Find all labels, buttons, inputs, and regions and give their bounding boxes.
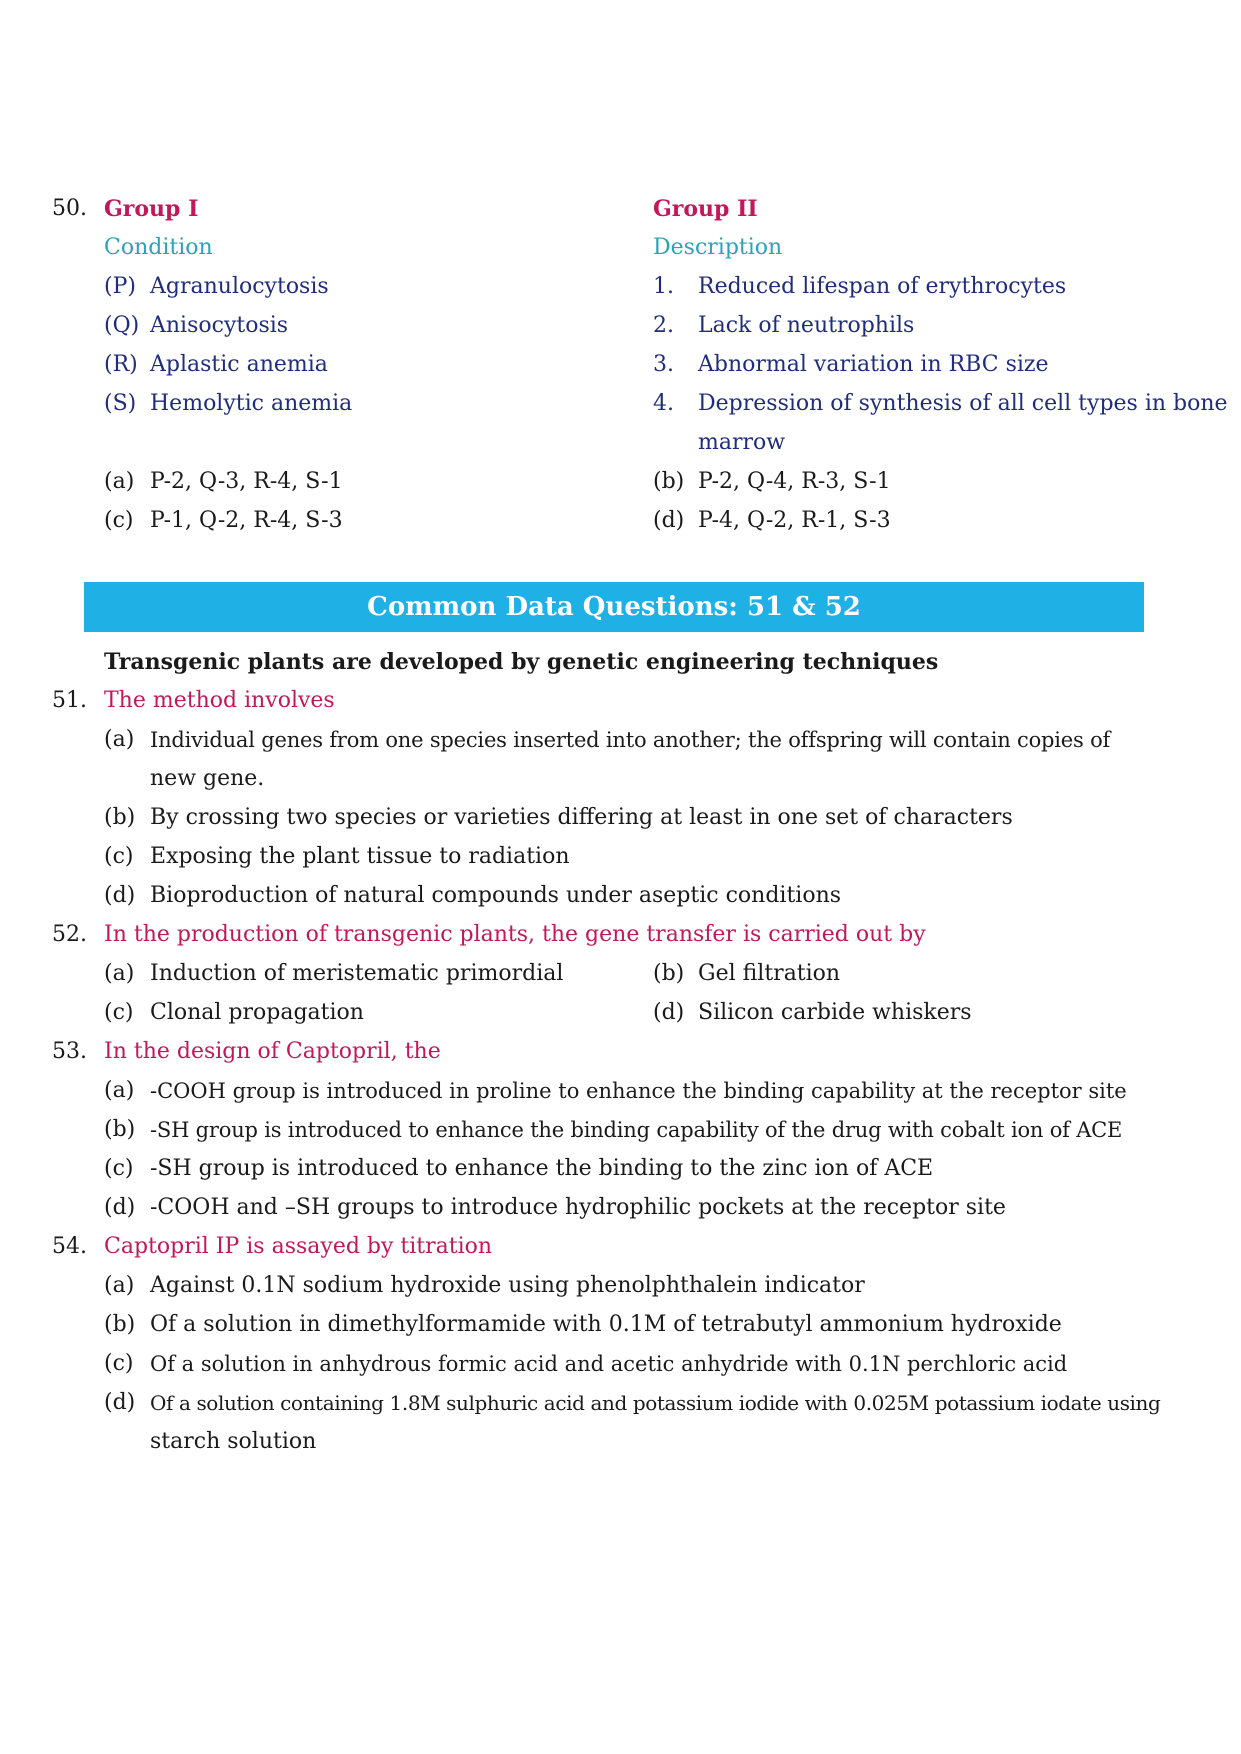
group1-text: Anisocytosis — [150, 313, 289, 338]
option-text: Silicon carbide whiskers — [698, 1000, 972, 1025]
question-number: 51. — [52, 688, 87, 713]
option-label: (d) — [653, 1000, 685, 1025]
group2-label: 1. — [653, 274, 674, 299]
group1-label: (Q) — [104, 313, 140, 338]
option-label: (b) — [653, 469, 685, 494]
option-text: P-1, Q-2, R-4, S-3 — [150, 508, 343, 533]
option-text: Against 0.1N sodium hydroxide using phenolphthalein indicator — [150, 1273, 865, 1298]
option-label: (c) — [104, 1000, 134, 1025]
question-stem: In the production of transgenic plants, the gene transfer is carried out by — [104, 922, 926, 947]
group2-text: Abnormal variation in RBC size — [698, 352, 1049, 377]
question-number: 54. — [52, 1234, 87, 1259]
option-text: Exposing the plant tissue to radiation — [150, 844, 570, 869]
option-text: Clonal propagation — [150, 1000, 364, 1025]
option-label: (d) — [104, 1390, 136, 1415]
group1-subtitle: Condition — [104, 235, 213, 260]
group1-text: Agranulocytosis — [150, 274, 329, 299]
group1-label: (P) — [104, 274, 136, 299]
option-label: (b) — [104, 1117, 136, 1142]
question-number: 52. — [52, 922, 87, 947]
group2-title: Group II — [653, 196, 758, 222]
option-label: (b) — [104, 1312, 136, 1337]
option-label: (d) — [104, 1195, 136, 1220]
option-label: (c) — [104, 844, 134, 869]
option-label: (c) — [104, 1156, 134, 1181]
option-label: (a) — [104, 469, 135, 494]
option-label: (b) — [653, 961, 685, 986]
question-stem: In the design of Captopril, the — [104, 1039, 441, 1064]
group2-text: Lack of neutrophils — [698, 313, 915, 338]
group2-text: Depression of synthesis of all cell types in bone — [698, 391, 1228, 416]
option-label: (c) — [104, 508, 134, 533]
group1-text: Aplastic anemia — [150, 352, 328, 377]
option-text: Of a solution containing 1.8M sulphuric acid and potassium iodide with 0.025M potassium iodate using — [150, 1391, 1161, 1415]
group2-label: 2. — [653, 313, 674, 338]
group1-title: Group I — [104, 196, 199, 222]
option-text: Gel filtration — [698, 961, 841, 986]
option-text: Of a solution in dimethylformamide with 0.1M of tetrabutyl ammonium hydroxide — [150, 1312, 1062, 1337]
common-stem: Transgenic plants are developed by genetic engineering techniques — [104, 649, 939, 675]
option-text: Induction of meristematic primordial — [150, 961, 564, 986]
option-text: Bioproduction of natural compounds under aseptic conditions — [150, 883, 842, 908]
group2-subtitle: Description — [653, 235, 783, 260]
option-text-cont: starch solution — [150, 1429, 317, 1454]
option-label: (a) — [104, 1078, 135, 1103]
option-text: -SH group is introduced to enhance the binding capability of the drug with cobalt ion of ACE — [150, 1118, 1123, 1142]
option-text: -COOH group is introduced in proline to enhance the binding capability at the receptor site — [150, 1079, 1127, 1103]
option-label: (a) — [104, 961, 135, 986]
group2-text-cont: marrow — [698, 430, 786, 455]
option-label: (c) — [104, 1351, 134, 1376]
option-text: -SH group is introduced to enhance the binding to the zinc ion of ACE — [150, 1156, 934, 1181]
group1-text: Hemolytic anemia — [150, 391, 353, 416]
question-stem: Captopril IP is assayed by titration — [104, 1234, 493, 1259]
group1-label: (S) — [104, 391, 137, 416]
option-label: (a) — [104, 727, 135, 752]
option-text: P-4, Q-2, R-1, S-3 — [698, 508, 891, 533]
group2-text: Reduced lifespan of erythrocytes — [698, 274, 1067, 299]
option-label: (d) — [104, 883, 136, 908]
question-number: 50. — [52, 196, 87, 221]
question-number: 53. — [52, 1039, 87, 1064]
option-text: Of a solution in anhydrous formic acid and acetic anhydride with 0.1N perchloric acid — [150, 1352, 1068, 1376]
group2-label: 4. — [653, 391, 674, 416]
group2-label: 3. — [653, 352, 674, 377]
group1-label: (R) — [104, 352, 138, 377]
question-stem: The method involves — [104, 688, 335, 713]
option-label: (a) — [104, 1273, 135, 1298]
option-text: P-2, Q-4, R-3, S-1 — [698, 469, 891, 494]
option-text: By crossing two species or varieties differing at least in one set of characters — [150, 805, 1013, 830]
common-data-banner: Common Data Questions: 51 & 52 — [84, 582, 1144, 632]
option-text: Individual genes from one species inserted into another; the offspring will contain copies of — [150, 728, 1111, 752]
option-text: -COOH and –SH groups to introduce hydrophilic pockets at the receptor site — [150, 1195, 1006, 1220]
option-label: (d) — [653, 508, 685, 533]
option-label: (b) — [104, 805, 136, 830]
option-text-cont: new gene. — [150, 766, 265, 791]
option-text: P-2, Q-3, R-4, S-1 — [150, 469, 343, 494]
